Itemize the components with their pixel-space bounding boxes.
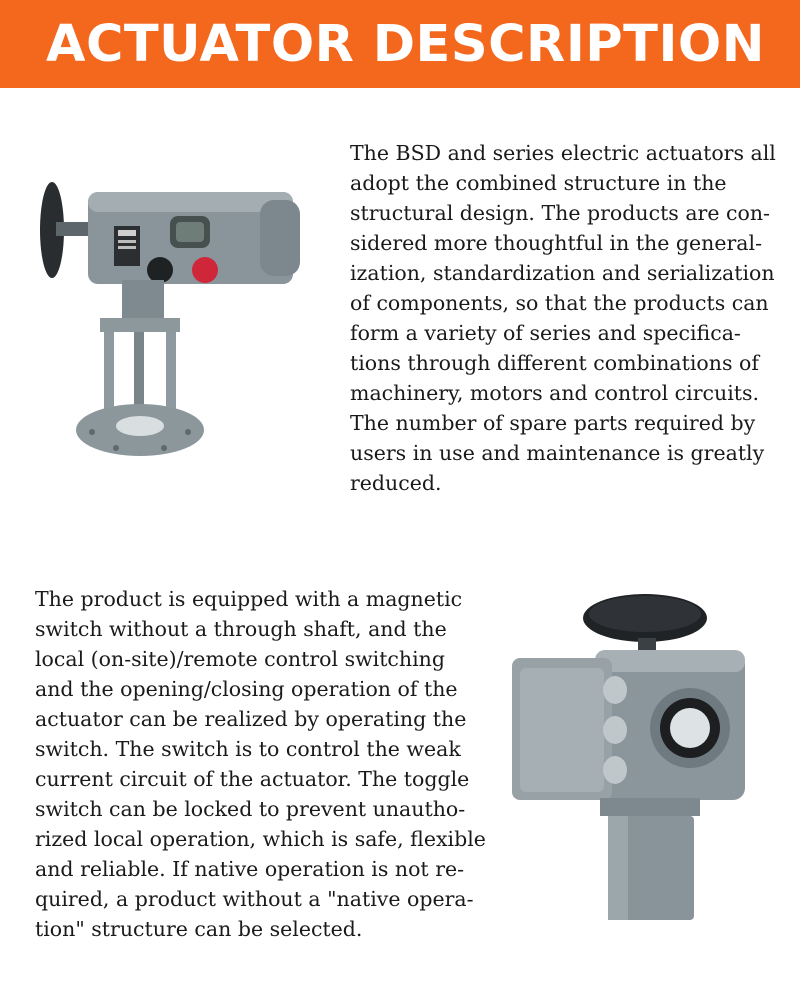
stand-top-plate xyxy=(100,318,180,332)
stand-leg xyxy=(166,332,176,418)
bolt-hole xyxy=(113,445,119,451)
bolt-hole xyxy=(89,429,95,435)
bolt-hole xyxy=(185,429,191,435)
cover-plug xyxy=(603,676,627,704)
section2-paragraph: The product is equipped with a magnetic switch without a through shaft, and the local (on-site)/remote control switching and the opening/closing operation of the actuator can be realized by operating the switch. The switch is to control the weak current circuit of the actuator. The toggle switch can be locked to prevent unautho- rized local operation, which is safe, flexible and reliable. If native operation is not re- quired, a product without a "native opera- tion" structure can be selected. xyxy=(35,587,486,941)
page-title: ACTUATOR DESCRIPTION xyxy=(46,15,765,74)
cylinder-highlight xyxy=(608,816,628,920)
handwheel-face xyxy=(589,596,701,632)
cover-plug xyxy=(603,716,627,744)
electric-actuator-closeup-image xyxy=(500,580,780,940)
gearbox-highlight xyxy=(595,650,745,672)
electric-actuator-with-handwheel-image xyxy=(30,170,330,470)
stand-leg xyxy=(104,332,114,418)
black-knob xyxy=(147,257,173,283)
label-text-line xyxy=(118,230,136,236)
display-glass xyxy=(176,222,204,242)
label-text-line xyxy=(118,240,136,243)
section1-paragraph: The BSD and series electric actuators all adopt the combined structure in the structural design. The products are con- sidered more thoughtful in the general- ization, standardization and serialization of components, so that the products can form a variety of series and specifica- tions through different combinations of machinery, motors and control circuits. The number of spare parts required by users in use and maintenance is greatly reduced. xyxy=(350,141,776,495)
terminal-box-cover xyxy=(520,668,604,792)
bolt-hole xyxy=(161,445,167,451)
body-flange xyxy=(600,798,700,816)
base-opening xyxy=(116,416,164,436)
motor-cap xyxy=(260,200,300,276)
cover-plug xyxy=(603,756,627,784)
red-knob xyxy=(192,257,218,283)
label-text-line xyxy=(118,246,136,249)
support-column xyxy=(122,280,164,320)
lens-glass xyxy=(670,708,710,748)
header-banner xyxy=(0,0,800,88)
